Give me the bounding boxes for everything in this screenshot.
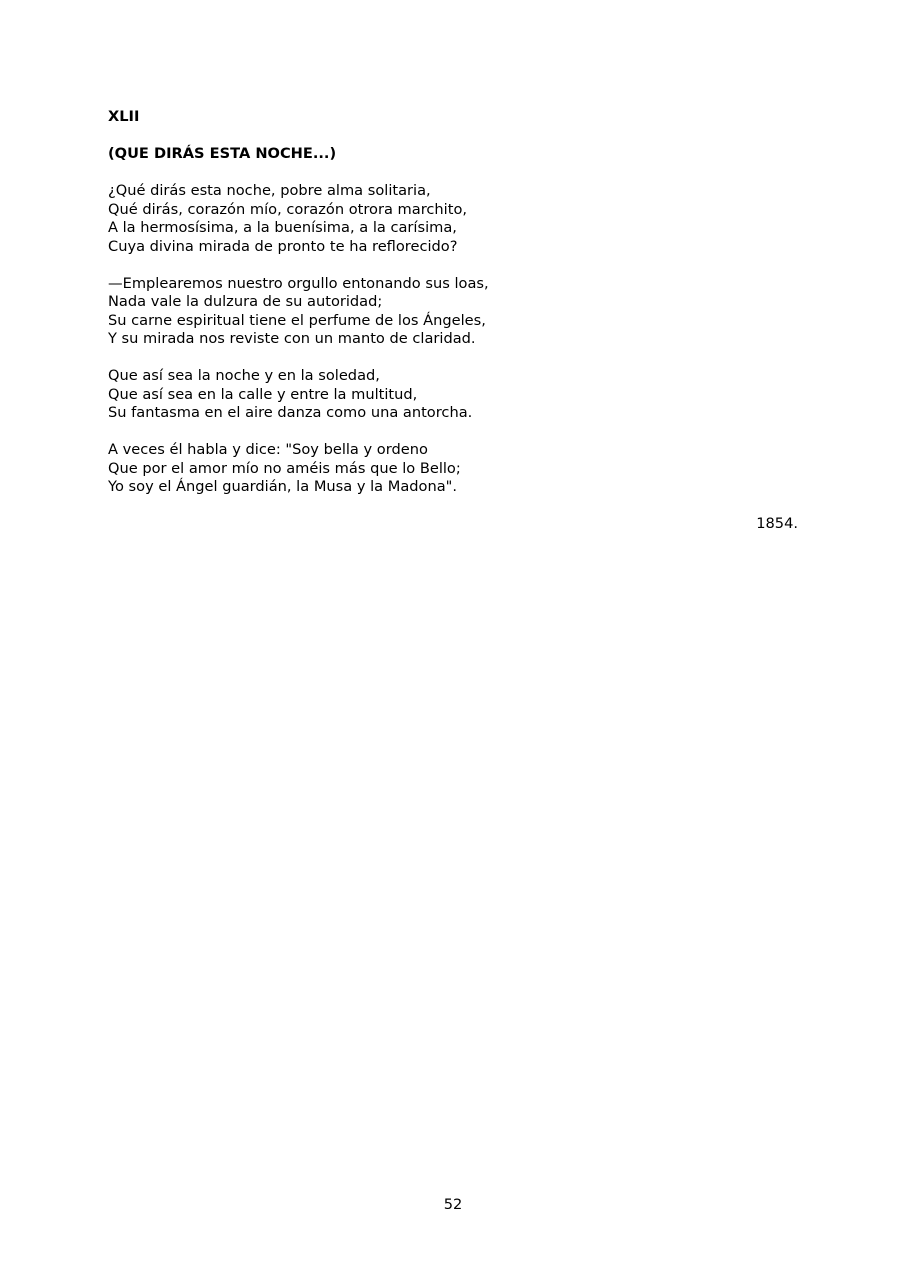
stanza-1 — [108, 182, 798, 256]
poem-number-heading: XLII — [108, 108, 140, 125]
stanza-4 — [108, 441, 798, 497]
verse-line: —Emplearemos nuestro orgullo entonando sus loas, — [108, 274, 489, 292]
verse-line: Yo soy el Ángel guardián, la Musa y la Madona". — [108, 478, 458, 495]
page-number: 52 — [443, 1196, 463, 1213]
verse-line: Cuya divina mirada de pronto te ha reflorecido? — [108, 237, 458, 255]
spacer — [108, 127, 798, 146]
poem — [108, 108, 798, 534]
poem-title: (QUE DIRÁS ESTA NOCHE...) — [108, 145, 337, 162]
stanza-3 — [108, 367, 798, 423]
verse-line: Su fantasma en el aire danza como una antorcha. — [108, 404, 473, 421]
verse-line: Nada vale la dulzura de su autoridad; — [108, 293, 383, 310]
verse-line: A veces él habla y dice: "Soy bella y ordeno — [108, 441, 428, 458]
spacer — [108, 349, 798, 368]
verse-line: Que por el amor mío no améis más que lo Bello; — [108, 459, 461, 477]
verse-line: Que así sea la noche y en la soledad, — [108, 367, 380, 384]
verse-line: Que así sea en la calle y entre la multitud, — [108, 385, 418, 403]
verse-line: Su carne espiritual tiene el perfume de los Ángeles, — [108, 311, 486, 329]
spacer — [108, 256, 798, 275]
verse-line: Y su mirada nos reviste con un manto de claridad. — [108, 330, 476, 347]
verse-line: A la hermosísima, a la buenísima, a la carísima, — [108, 219, 457, 236]
spacer — [108, 164, 798, 183]
spacer — [108, 497, 798, 516]
spacer — [108, 423, 798, 442]
stanza-2 — [108, 275, 798, 349]
verse-line: ¿Qué dirás esta noche, pobre alma solitaria, — [108, 182, 431, 199]
poem-date: 1854. — [756, 515, 798, 532]
verse-line: Qué dirás, corazón mío, corazón otrora marchito, — [108, 200, 468, 218]
